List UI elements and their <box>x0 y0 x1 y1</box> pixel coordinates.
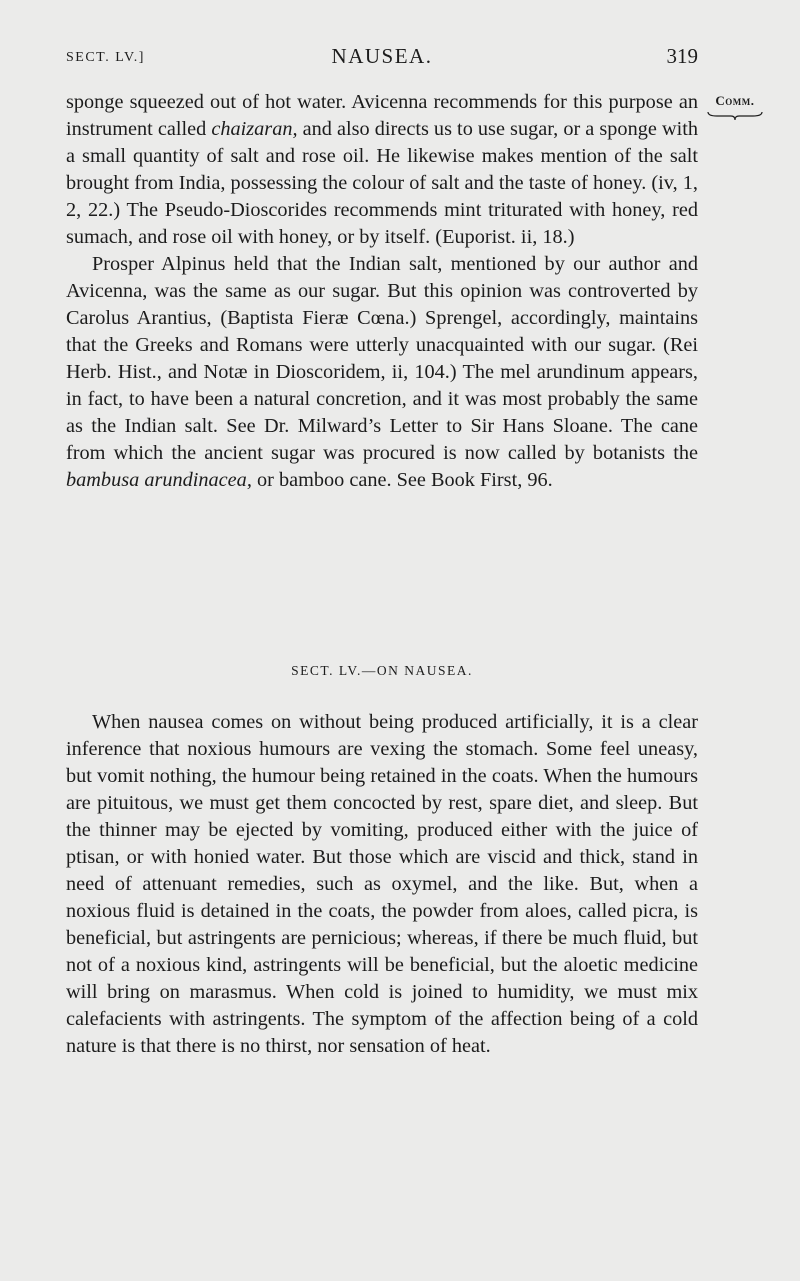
section-heading: SECT. LV.—ON NAUSEA. <box>291 663 473 678</box>
text-run: Prosper Alpinus held that the Indian salt, mentioned by our author and Avicenna, was the same as our sugar. But this opinion was controverted by Carolus Arantius, (Baptista Fieræ Cœna.) Sprengel, accordingly, maintains that the Greeks and Romans were utterly unacquainted with our sugar. (Rei Herb. Hist., and Notæ in Dioscoridem, ii, 104.) The mel arundinum appears, in fact, to have been a natural concretion, and it was most probably the same as the Indian salt. See Dr. Milward’s Letter to Sir Hans Sloane. The cane from which the ancient sugar was procured is now called by botanists the <box>66 253 698 464</box>
text-run: or bamboo cane. See Book First, 96. <box>251 469 553 491</box>
italic-term: chaizaran, <box>211 118 298 140</box>
running-title: NAUSEA. <box>331 44 433 68</box>
brace-icon <box>707 111 763 121</box>
commentary-paragraph-1 <box>66 89 698 251</box>
commentary-text <box>66 89 698 494</box>
running-header <box>66 44 698 74</box>
text-run: and also directs us to use sugar, or a sponge with a small quantity of salt and rose oil. He likewise makes mention of the salt brought from India, possessing the colour of salt and the taste of honey. (iv, 1, 2, 22.) The Pseudo-Dioscorides recommends mint triturated with honey, red sumach, and rose oil with honey, or by itself. (Euporist. ii, 18.) <box>66 118 699 248</box>
italic-term: bambusa arundinacea, <box>66 469 252 491</box>
section-text <box>66 709 698 1060</box>
section-paragraph: When nausea comes on without being produced artificially, it is a clear inference that noxious humours are vexing the stomach. Some feel uneasy, but vomit nothing, the humour being retained in the coats. When the humours are pituitous, we must get them concocted by rest, spare diet, and sleep. But the thinner may be ejected by vomiting, produced either with the juice of ptisan, or with honied water. But those which are viscid and thick, stand in need of attenuant remedies, such as oxymel, and the like. But, when a noxious fluid is detained in the coats, the powder from aloes, called picra, is beneficial, but astringents are pernicious; whereas, if there be much fluid, but not of a noxious kind, astringents will be beneficial, but the aloetic medicine will bring on marasmus. When cold is joined to humidity, we must mix calefacients with astringents. The symptom of the affection being of a cold nature is that there is no thirst, nor sensation of heat. <box>66 711 698 1057</box>
margin-note-label: Comm. <box>715 93 755 108</box>
text-run: sponge squeezed out of hot water. Avicenna recommends for this purpose an instrument called <box>66 91 698 140</box>
page-number: 319 <box>666 44 698 68</box>
section-reference: SECT. LV.] <box>66 50 145 65</box>
commentary-paragraph-2 <box>66 251 698 494</box>
margin-note <box>706 93 764 121</box>
